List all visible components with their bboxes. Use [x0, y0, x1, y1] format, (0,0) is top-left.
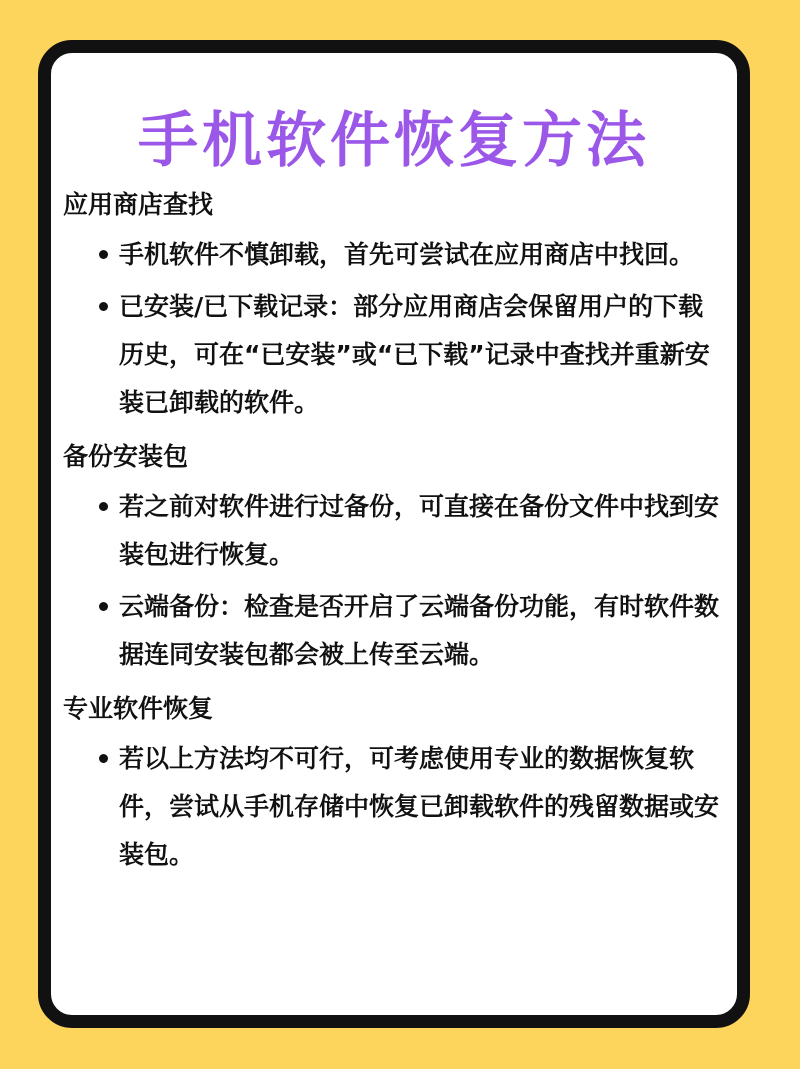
- bullet-list: [61, 231, 727, 427]
- section-heading: 专业软件恢复: [63, 694, 214, 723]
- bullet-dot-icon: [99, 754, 108, 763]
- bullet-list: [61, 483, 727, 679]
- bullet-item: [61, 283, 727, 427]
- section-app-store: [61, 179, 727, 427]
- bullet-list: [61, 735, 727, 879]
- page-title: 手机软件恢复方法: [138, 106, 650, 176]
- bullet-text: 已安装/已下载记录：部分应用商店会保留用户的下载历史，可在“已安装”或“已下载”记录中查找并重新安装已卸载的软件。: [119, 292, 710, 417]
- bullet-item: [61, 583, 727, 679]
- section-backup-package: [61, 431, 727, 679]
- section-heading: 应用商店查找: [63, 190, 214, 219]
- bullet-item: [61, 483, 727, 579]
- section-heading: 备份安装包: [63, 442, 189, 471]
- bullet-item: [61, 735, 727, 879]
- bullet-text: 若以上方法均不可行，可考虑使用专业的数据恢复软件，尝试从手机存储中恢复已卸载软件的残留数据或安装包。: [119, 744, 720, 869]
- section-professional-recovery: [61, 683, 727, 879]
- bullet-dot-icon: [99, 302, 108, 311]
- article-body: [61, 179, 727, 883]
- bullet-text: 若之前对软件进行过备份，可直接在备份文件中找到安装包进行恢复。: [119, 492, 720, 569]
- content-card: [38, 40, 750, 1028]
- bullet-text: 手机软件不慎卸载，首先可尝试在应用商店中找回。: [119, 240, 695, 269]
- bullet-dot-icon: [99, 602, 108, 611]
- bullet-dot-icon: [99, 250, 108, 259]
- bullet-text: 云端备份：检查是否开启了云端备份功能，有时软件数据连同安装包都会被上传至云端。: [119, 592, 720, 669]
- bullet-dot-icon: [99, 502, 108, 511]
- bullet-item: [61, 231, 727, 279]
